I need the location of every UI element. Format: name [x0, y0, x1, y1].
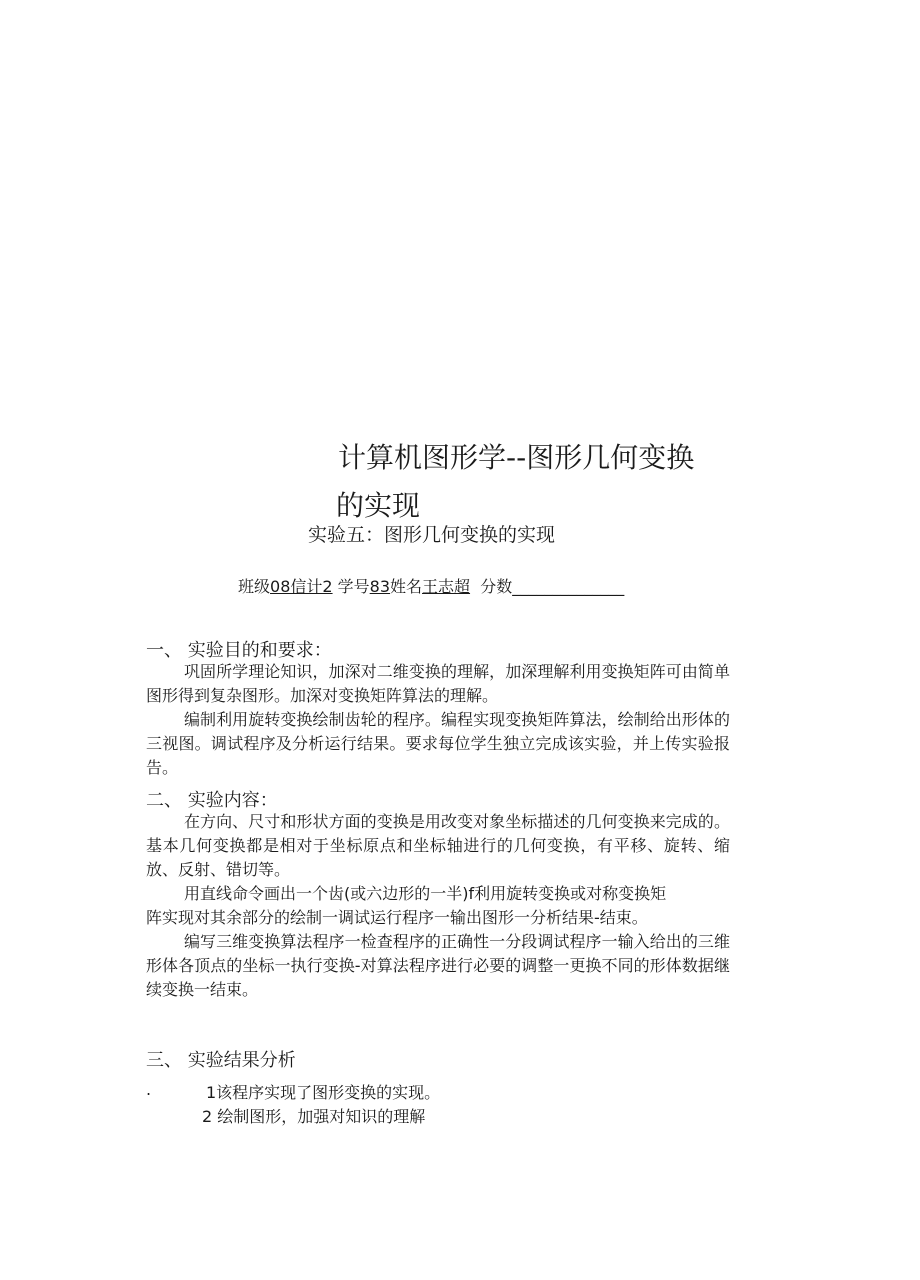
score-field: 分数______________	[470, 577, 625, 596]
student-id-value: 83	[369, 577, 391, 596]
name-label: 姓名	[390, 577, 423, 596]
student-info-line	[238, 574, 624, 597]
section-2-heading: 二、 实验内容：	[146, 790, 278, 811]
section-2-paragraph-1: 在方向、尺寸和形状方面的变换是用改变对象坐标描述的几何变换来完成的。基本几何变换都是相对于坐标原点和坐标轴进行的几何变换，有平移、旋转、缩放、反射、错切等。	[146, 812, 730, 879]
section-1-heading: 一、 实验目的和要求：	[146, 640, 332, 661]
section-1-paragraph-1: 巩固所学理论知识，加深对二维变换的理解，加深理解利用变换矩阵可由简单图形得到复杂图形。加深对变换矩阵算法的理解。	[146, 662, 730, 705]
name-value: 王志超	[422, 577, 471, 596]
document-title-line-1: 计算机图形学--图形几何变换	[338, 441, 695, 474]
section-2-paragraph-2-line-1: 用直线命令画出一个齿(或六边形的一半)f利用旋转变换或对称变换矩	[184, 884, 667, 903]
section-3-heading: 三、 实验结果分析	[146, 1050, 296, 1071]
class-label: 班级	[238, 577, 271, 596]
list-bullet-dot: .	[146, 1080, 152, 1099]
experiment-subtitle: 实验五：图形几何变换的实现	[308, 524, 556, 546]
section-2-paragraph-2-line-2: 阵实现对其余部分的绘制一调试运行程序一输出图形一分析结果-结束。	[146, 908, 648, 927]
document-title-line-2: 的实现	[336, 489, 421, 522]
section-1-paragraph-2: 编制利用旋转变换绘制齿轮的程序。编程实现变换矩阵算法，绘制给出形体的三视图。调试程序及分析运行结果。要求每位学生独立完成该实验，并上传实验报告。	[146, 710, 730, 777]
result-item-1: 1该程序实现了图形变换的实现。	[206, 1083, 441, 1102]
class-value: 08信计2	[270, 577, 333, 596]
result-item-2: 2 绘制图形，加强对知识的理解	[202, 1107, 426, 1126]
section-2-paragraph-3: 编写三维变换算法程序一检查程序的正确性一分段调试程序一输入给出的三维形体各顶点的坐标一执行变换-对算法程序进行必要的调整一更换不同的形体数据继续变换一结束。	[146, 932, 730, 999]
student-id-label: 学号	[332, 577, 370, 596]
